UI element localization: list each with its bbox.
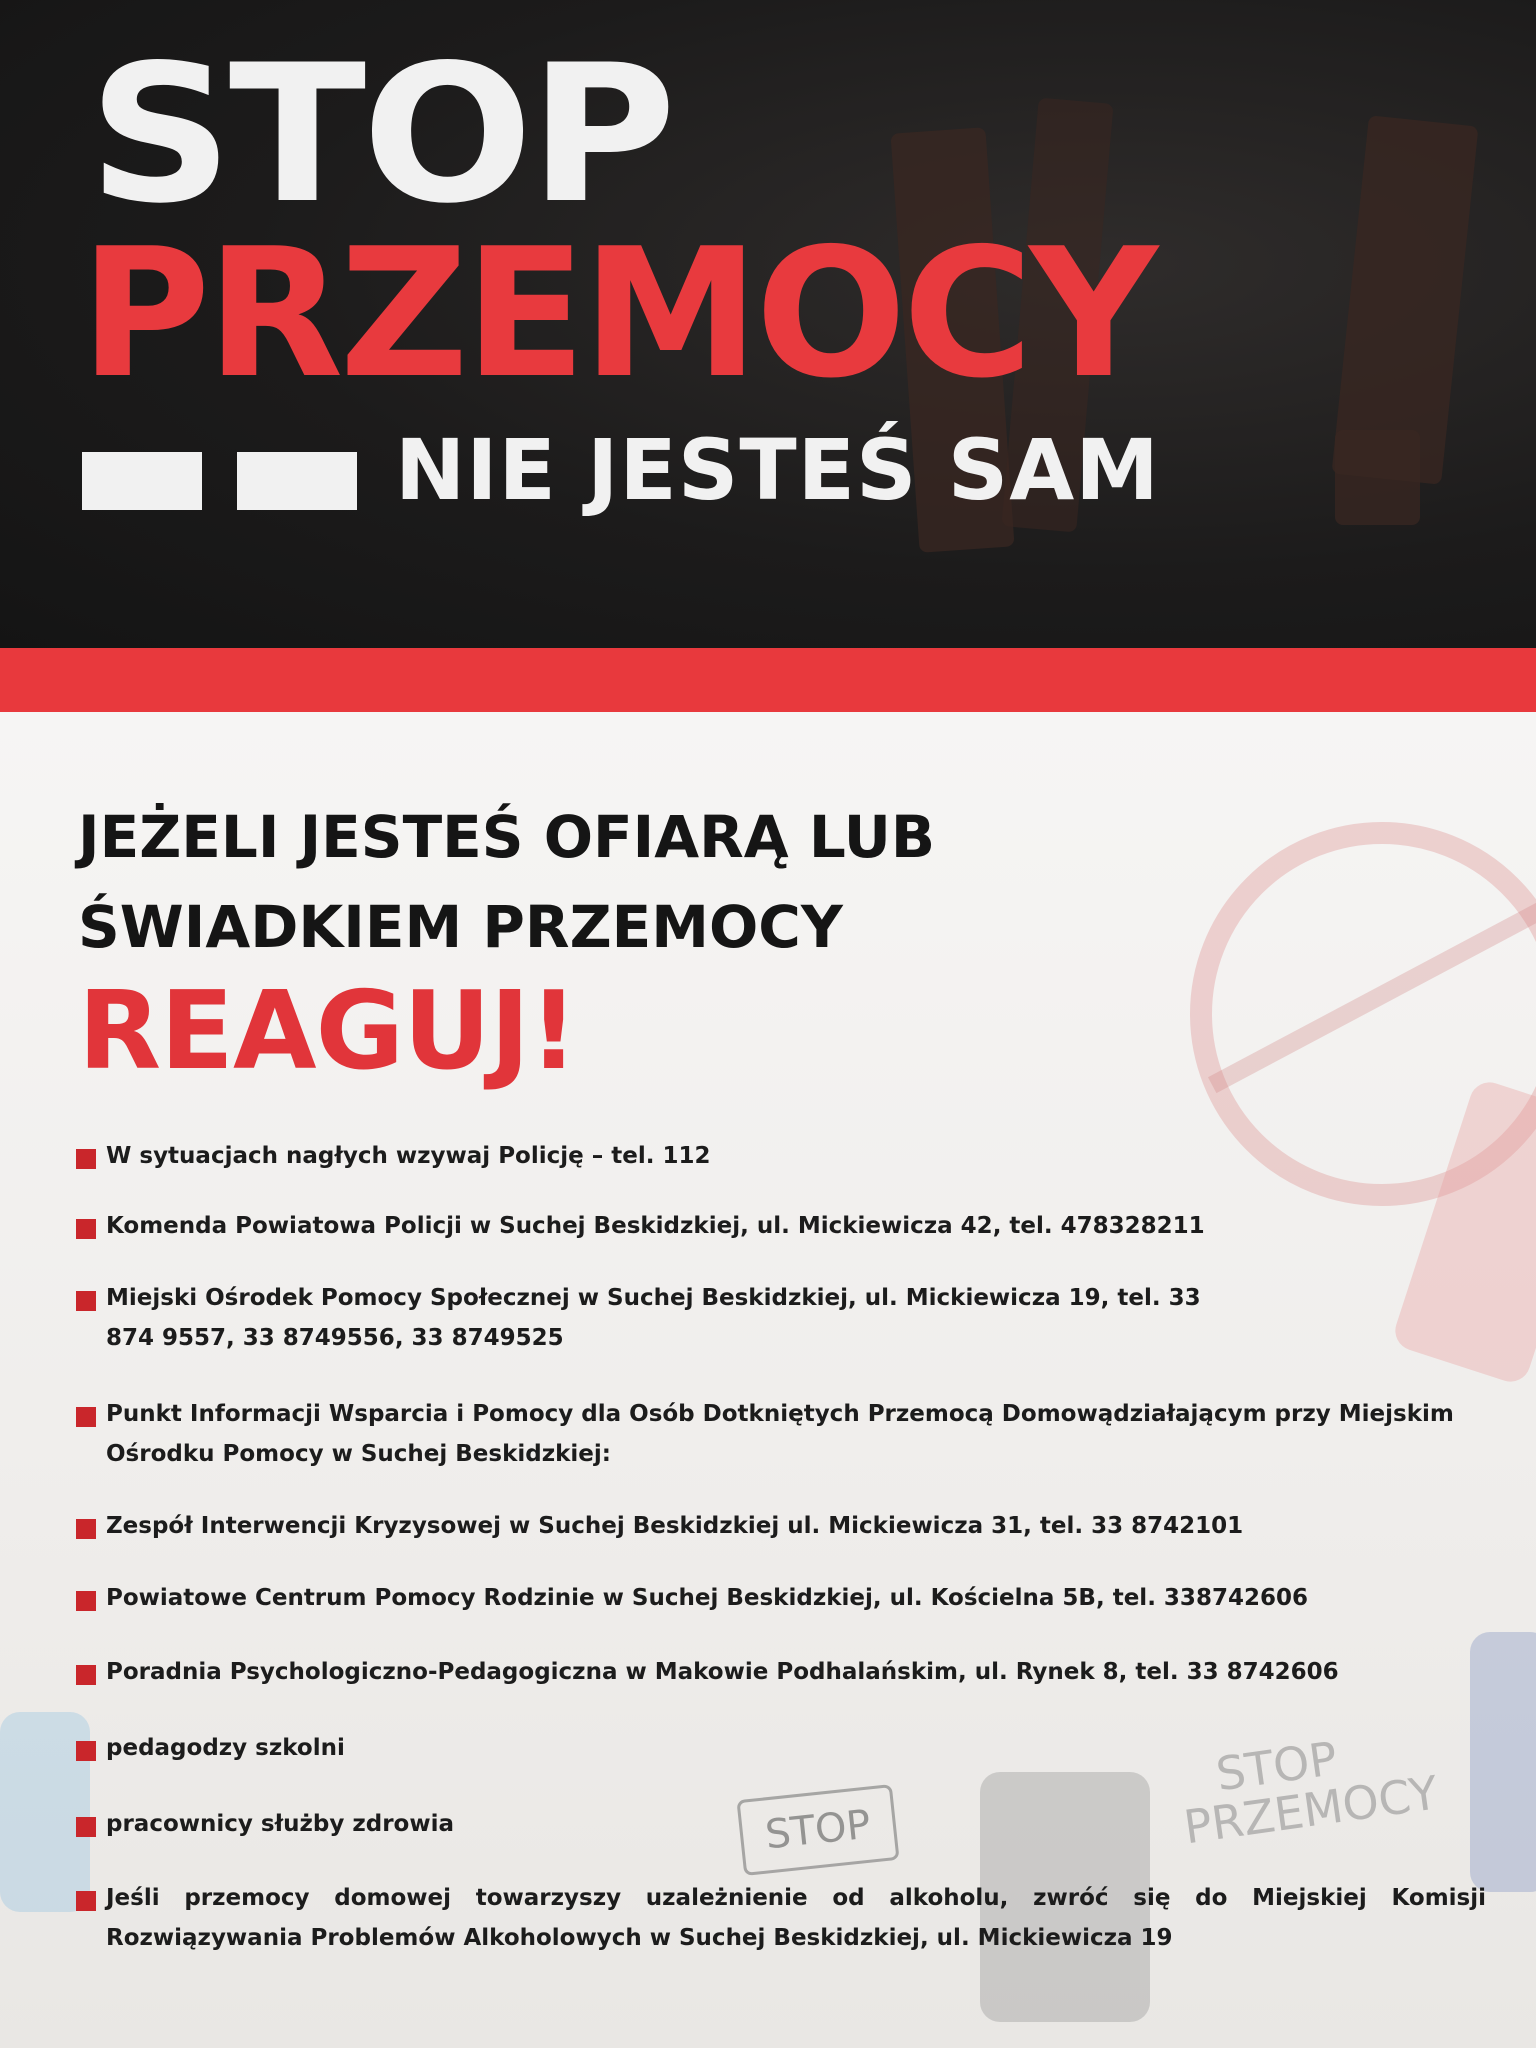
list-item [76, 1278, 1486, 1358]
list-item [76, 1136, 1486, 1176]
headline-subtitle: NIE JESTEŚ SAM [395, 421, 1160, 519]
bullet-square-icon [76, 1665, 96, 1685]
information-panel [0, 712, 1536, 2048]
list-item [76, 1506, 1486, 1546]
list-item-text: Jeśli przemocy domowej towarzyszy uzależnienie od alkoholu, zwróć się do Miejskiej Komisji Rozwiązywania Problemów Alkoholowych w Suchej Beskidzkiej, ul. Mickiewicza 19 [106, 1885, 1486, 1951]
bullet-square-icon [76, 1741, 96, 1761]
list-item-text: Komenda Powiatowa Policji w Suchej Beskidzkiej, ul. Mickiewicza 42, tel. 478328211 [106, 1213, 1205, 1239]
decorative-bar [82, 452, 202, 510]
list-item-text: Zespół Interwencji Kryzysowej w Suchej Beskidzkiej ul. Mickiewicza 31, tel. 33 8742101 [106, 1513, 1244, 1539]
list-item [76, 1804, 1486, 1844]
decorative-exclamation-dot [1335, 430, 1420, 525]
bullet-square-icon [76, 1291, 96, 1311]
bullet-square-icon [76, 1891, 96, 1911]
background-drawing-stop-sign: STOP [736, 1784, 899, 1876]
list-item-text: W sytuacjach nagłych wzywaj Policję – tel. 112 [106, 1143, 711, 1169]
list-item [76, 1394, 1486, 1474]
headline-przemocy: PRZEMOCY [80, 210, 1155, 417]
list-item-text: Powiatowe Centrum Pomocy Rodzinie w Suchej Beskidzkiej, ul. Kościelna 5B, tel. 338742606 [106, 1585, 1308, 1611]
bullet-square-icon [76, 1219, 96, 1239]
bullet-square-icon [76, 1519, 96, 1539]
decorative-bar [237, 452, 357, 510]
bullet-square-icon [76, 1817, 96, 1837]
list-item-text: Punkt Informacji Wsparcia i Pomocy dla Osób Dotkniętych Przemocą Domowądziałającym przy Miejskim Ośrodku Pomocy w Suchej Beskidzkiej: [106, 1401, 1454, 1467]
header-banner [0, 0, 1536, 660]
intro-heading-line-1: JEŻELI JESTEŚ OFIARĄ LUB [78, 803, 936, 871]
list-item-text: pedagodzy szkolni [106, 1735, 345, 1761]
list-item [76, 1578, 1486, 1618]
list-item-text: Poradnia Psychologiczno-Pedagogiczna w Makowie Podhalańskim, ul. Rynek 8, tel. 33 8742606 [106, 1659, 1339, 1685]
list-item [76, 1878, 1486, 1958]
list-item [76, 1728, 1486, 1768]
headline-stop: STOP [88, 24, 673, 245]
bullet-square-icon [76, 1149, 96, 1169]
bullet-square-icon [76, 1407, 96, 1427]
list-item [76, 1206, 1486, 1246]
call-to-action-reaguj: REAGUJ! [78, 969, 578, 1094]
intro-heading-line-2: ŚWIADKIEM PRZEMOCY [78, 893, 843, 961]
list-item-text: pracownicy służby zdrowia [106, 1811, 454, 1837]
bullet-square-icon [76, 1591, 96, 1611]
list-item-text: Miejski Ośrodek Pomocy Społecznej w Suchej Beskidzkiej, ul. Mickiewicza 19, tel. 33 874 9557, 33 8749556, 33 8749525 [106, 1285, 1201, 1351]
background-drawing-poster: STOP PRZEMOCY [1180, 1731, 1442, 1855]
list-item [76, 1652, 1486, 1692]
